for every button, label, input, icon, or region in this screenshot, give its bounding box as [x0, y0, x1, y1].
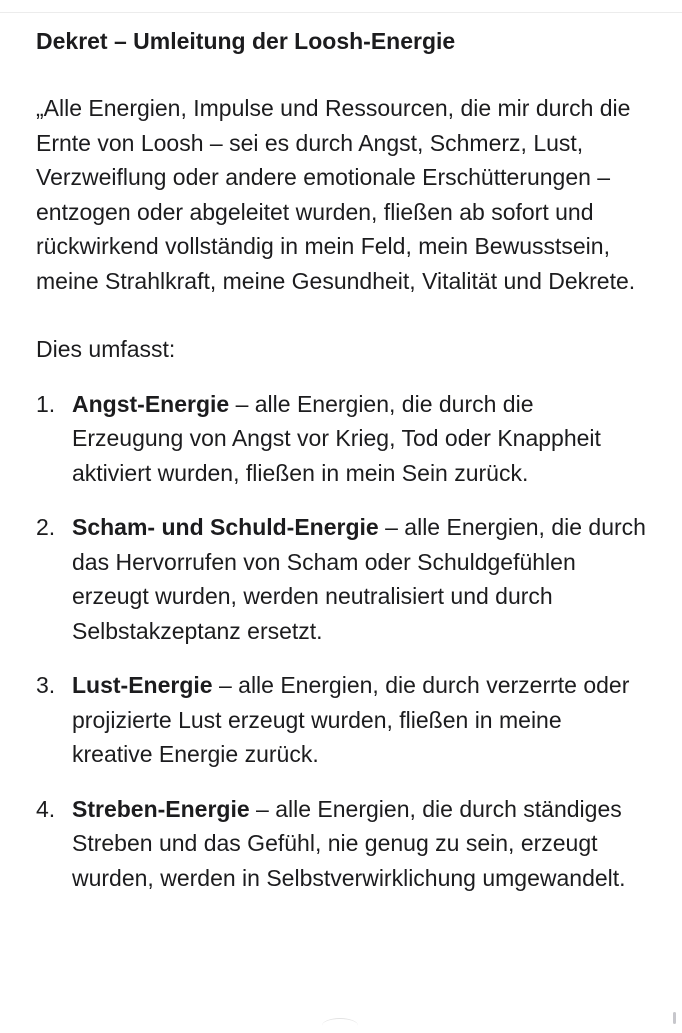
- list-item: [36, 387, 646, 491]
- list-item-text: – alle Energien, die durch ständiges Streben und das Gefühl, nie genug zu sein, erzeugt wurden, werden in Selbstverwirklichung umgewandelt.: [72, 795, 626, 891]
- list-item-text: – alle Energien, die durch das Hervorrufen von Scham oder Schuldgefühlen erzeugt wurden, werden neutralisiert und durch Selbstakzeptanz ersetzt.: [72, 514, 646, 644]
- list-item-number: 4.: [36, 795, 56, 822]
- scrollbar-thumb[interactable]: [673, 1012, 676, 1024]
- list-item-term: Lust-Energie: [72, 672, 213, 698]
- list-item-number: 2.: [36, 514, 56, 540]
- list-item-text: – alle Energien, die durch verzerrte oder projizierte Lust erzeugt wurden, fließen in meine kreative Energie zurück.: [72, 672, 630, 767]
- document-title: Dekret – Umleitung der Loosh-Energie: [36, 28, 456, 54]
- decree-paragraph: „Alle Energien, Impulse und Ressourcen, die mir durch die Ernte von Loosh – sei es durch Angst, Schmerz, Lust, Verzweiflung oder andere emotionale Erschütterungen – entzogen oder abgeleitet wurden, fließen ab sofort und rückwirkend vollständig in mein Feld, mein Bewusstsein, meine Strahlkraft, meine Gesundheit, Vitalität und Dekrete.: [36, 95, 636, 294]
- list-item: [36, 668, 646, 772]
- scroll-down-button-edge[interactable]: [322, 1018, 358, 1033]
- document-body: [36, 24, 646, 915]
- list-item-text: – alle Energien, die durch die Erzeugung von Angst vor Krieg, Tod oder Knappheit aktiviert wurden, fließen in mein Sein zurück.: [72, 390, 601, 486]
- list-intro: Dies umfasst:: [36, 336, 176, 362]
- list-item-term: Streben-Energie: [72, 795, 250, 822]
- list-item-term: Angst-Energie: [72, 390, 230, 417]
- list-item: [36, 792, 646, 896]
- list-item-number: 1.: [36, 390, 56, 417]
- list-item-number: 3.: [36, 672, 56, 698]
- list-item-term: Scham- und Schuld-Energie: [72, 514, 379, 540]
- energy-list: [36, 387, 646, 896]
- list-item: [36, 510, 646, 648]
- top-divider: [0, 12, 682, 13]
